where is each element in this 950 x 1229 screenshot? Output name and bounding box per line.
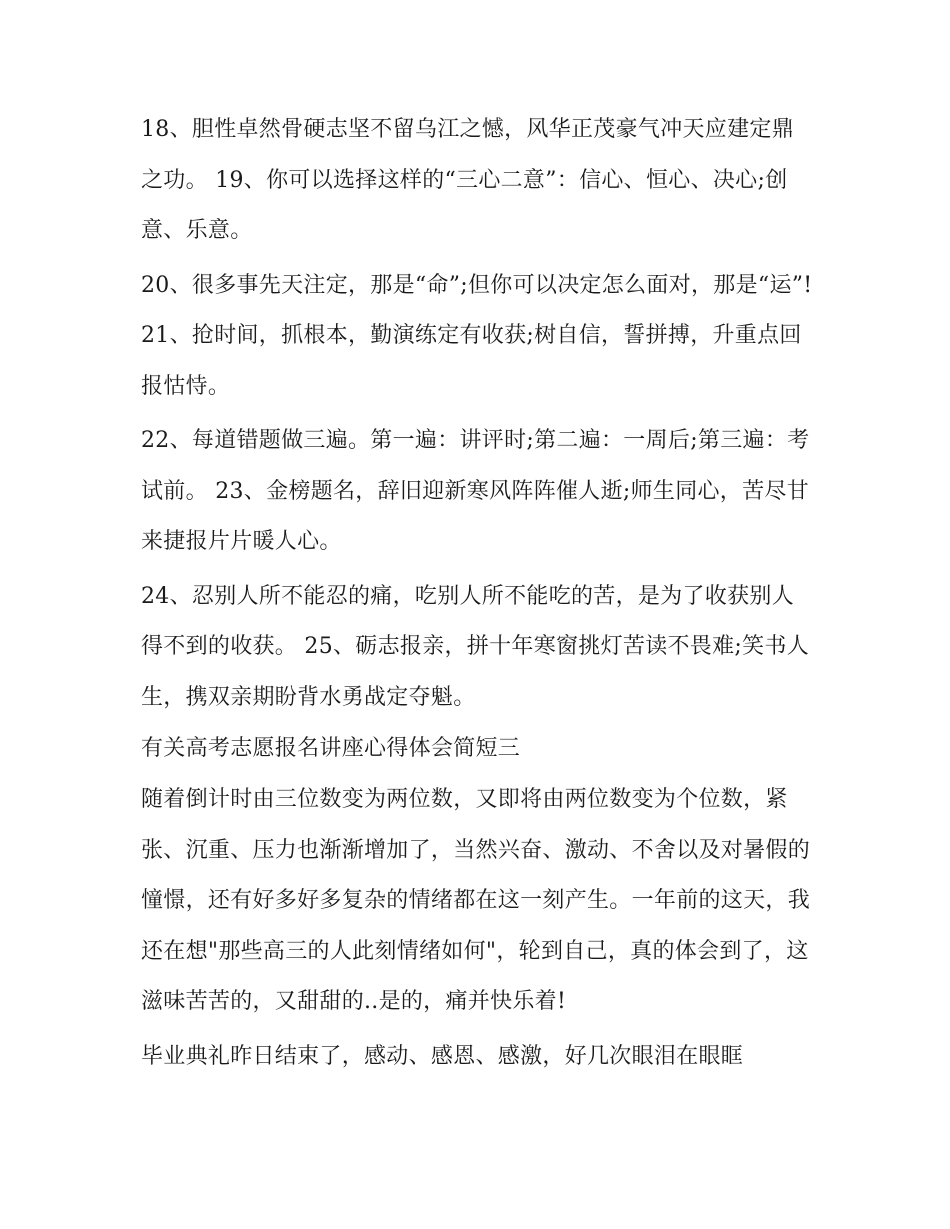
paragraph-18-19: 18、胆性卓然骨硬志坚不留乌江之憾，风华正茂豪气冲天应建定鼎之功。 19、你可以选择这样的“三心二意”：信心、恒心、决心;创意、乐意。	[141, 117, 794, 243]
body-paragraph-countdown: 随着倒计时由三位数变为两位数，又即将由两位数变为个位数，紧张、沉重、压力也渐渐增加了，当然兴奋、激动、不舍以及对暑假的憧憬，还有好多好多复杂的情绪都在这一刻产生。一年前的这天，我还在想"那些高三的人此刻情绪如何"，轮到自己，真的体会到了，这滋味苦苦的，又甜甜的..是的，痛并快乐着!	[141, 787, 811, 1014]
paragraph-24-25: 24、忍别人所不能忍的痛，吃别人所不能吃的苦，是为了收获别人得不到的收获。 25、砺志报亲，拼十年寒窗挑灯苦读不畏难;笑书人生，携双亲期盼背水勇战定夺魁。	[141, 583, 810, 710]
section-title: 有关高考志愿报名讲座心得体会简短三	[141, 736, 521, 761]
document-body	[141, 105, 816, 1086]
paragraph-20-21: 20、很多事先天注定，那是“命”;但你可以决定怎么面对，那是“运”! 21、抢时间，抓根本，勤演练定有收获;树自信，誓拼搏，升重点回报怙恃。	[141, 272, 813, 399]
paragraph-22-23: 22、每道错题做三遍。第一遍：讲评时;第二遍：一周后;第三遍：考试前。 23、金榜题名，辞旧迎新寒风阵阵催人逝;师生同心，苦尽甘来捷报片片暖人心。	[141, 428, 810, 554]
body-paragraph-graduation: 毕业典礼昨日结束了，感动、感恩、感激，好几次眼泪在眼眶	[141, 1043, 744, 1069]
